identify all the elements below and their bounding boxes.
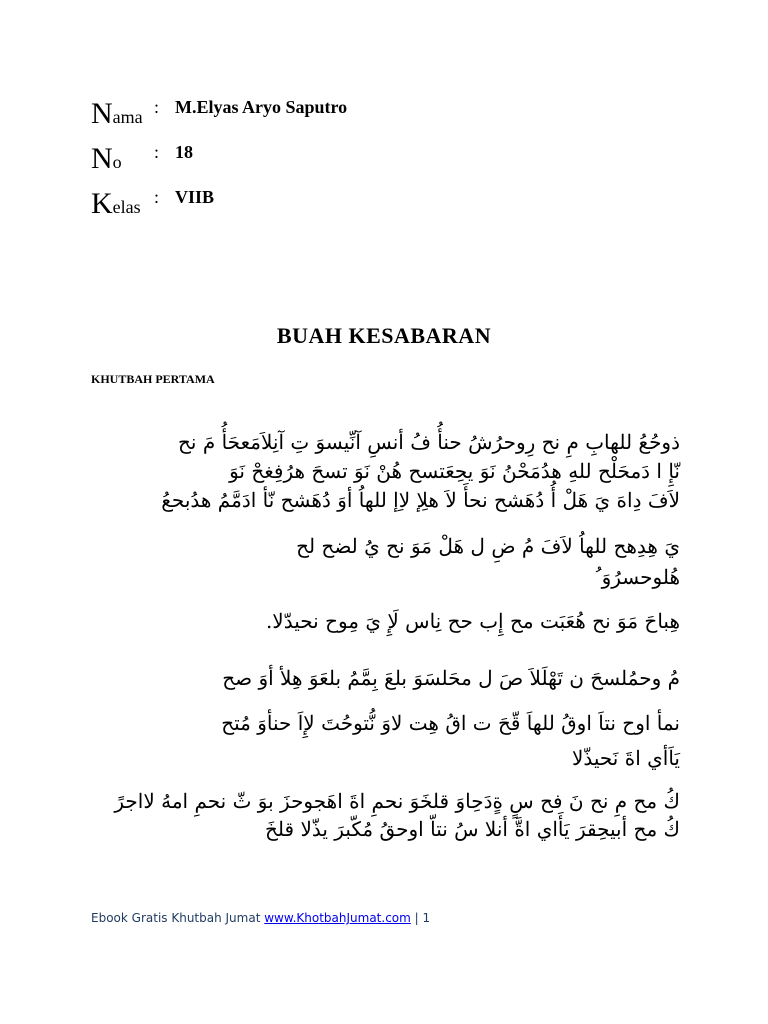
name-row — [91, 97, 348, 137]
arabic-line: نّإِ ا دَمحَلْح للهِ هدُمَحْنُ نَوَ يحِعَتسح هُنْ نَوَ تسحَ هرُفِغحْ نَوَ — [229, 459, 680, 483]
arabic-line: نمأ اوح نتاَ اوقُ للهاَ قّحَ ت اقُ هِت لاوَ نُّتوحُتَ لإِاَ حنأوَ مُتح — [221, 711, 680, 735]
arabic-line: هُلوحسرُوَ ُ — [595, 565, 680, 589]
name-separator: : — [154, 97, 160, 117]
arabic-line: كُ مح مِ نح نَ فح سٍ ةٍدَحِاوَ قلخَوَ نحمِ اةَ اهَجوحزَ بوَ ثّ نحمِ امهُ لااجرً — [114, 789, 680, 813]
class-value: VIIB — [175, 187, 215, 207]
class-label: Kelas — [91, 187, 141, 220]
number-row — [91, 142, 193, 182]
arabic-line: يَ هِدِهح للهاُ لاَفَ مُ ضِ ل هَلْ مَوَ نح يُ لضح لح — [296, 534, 680, 558]
footer-text: Ebook Gratis Khutbah Jumat — [91, 911, 265, 925]
document-title: BUAH KESABARAN — [276, 323, 492, 348]
arabic-line: ذوحُعُ للهابِ مِ نح رِوحرُشُ حنأُ فُ أنسِ آنِّيسوَ تِ آنِلاَمَعحَأُ مَ نح — [178, 430, 680, 454]
footer-page-number: | 1 — [410, 911, 431, 925]
arabic-line: كُ مح أبيحِقرَ يَأَاي اةَّ أنلا سُ نتاّ اوحقُ مُكّبرَ يذّلا قلخَ — [265, 817, 680, 841]
number-separator: : — [154, 142, 160, 162]
arabic-line: يَاَأي اةَ نَحيذّلا — [571, 746, 680, 770]
section-subtitle: KHUTBAH PERTAMA — [91, 372, 215, 386]
arabic-line: لاَفَ دِاهَ يَ هَلْ أُ دُهَشح نحأَ لاَ هلِإ لاِإ للهاُ أوَ دُهَشح نّأ ادَمَّمُ هدُبحعُ — [161, 488, 680, 512]
name-value: M.Elyas Aryo Saputro — [175, 97, 348, 117]
footer-link[interactable]: www.KhotbahJumat.com — [264, 911, 411, 925]
class-separator: : — [154, 187, 160, 207]
arabic-line: هِباحَ مَوَ نح هُعَبَت مح إِب حح نِاس لَإِ يَ مِوح نحيدّلا. — [265, 609, 680, 633]
page-footer — [91, 911, 430, 925]
arabic-line: مُ وحمُلسحَ ن تَهْلَلاَ صَ ل محَلسَوَ بلعَ بِمَّمُ بلعَوَ هِلأ أوَ صح — [222, 666, 680, 690]
class-row — [91, 187, 215, 227]
number-label: No — [91, 142, 122, 175]
name-label: Nama — [91, 97, 143, 130]
number-value: 18 — [175, 142, 193, 162]
